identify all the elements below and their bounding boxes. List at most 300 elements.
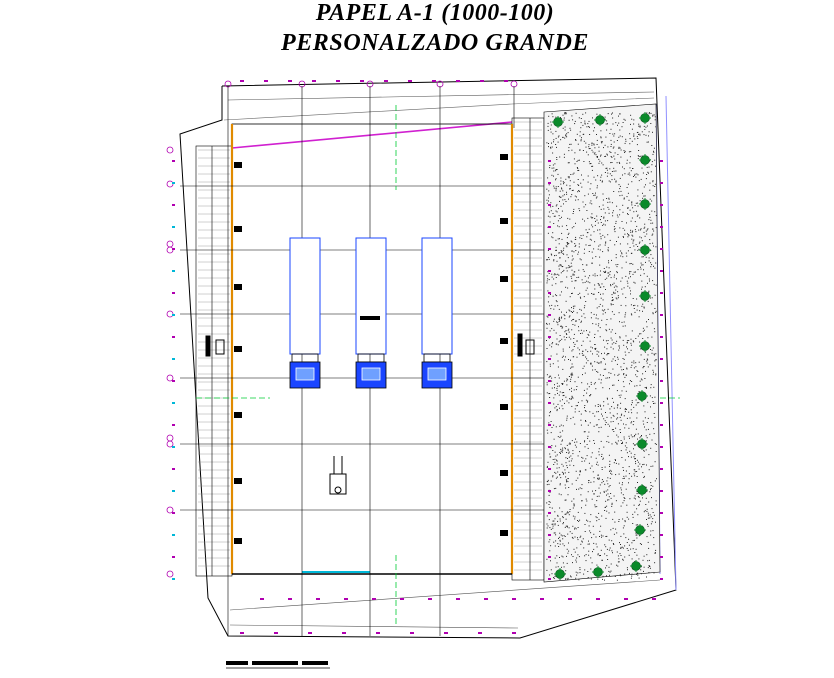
gravel-dot [608, 404, 609, 405]
gravel-dot [577, 520, 578, 521]
gravel-dot [629, 436, 630, 437]
gravel-dot [595, 273, 596, 274]
gravel-dot [633, 124, 634, 125]
gravel-dot [643, 328, 644, 329]
gravel-dot [552, 237, 553, 238]
gravel-dot [614, 226, 615, 227]
gravel-dot [566, 481, 567, 482]
gravel-dot [553, 524, 554, 525]
gravel-dot [556, 300, 557, 301]
gravel-dot [605, 364, 606, 365]
gravel-dot [612, 118, 613, 119]
gravel-dot [568, 265, 569, 266]
gravel-dot [605, 546, 606, 547]
gravel-dot [568, 359, 569, 360]
gravel-dot [642, 193, 643, 194]
gravel-dot [619, 227, 620, 228]
gravel-dot [566, 480, 567, 481]
gravel-dot [621, 457, 622, 458]
gravel-dot [581, 238, 582, 239]
gravel-dot [634, 456, 635, 457]
gravel-dot [549, 279, 550, 280]
gravel-dot [601, 382, 602, 383]
gravel-dot [580, 333, 581, 334]
gravel-dot [637, 203, 638, 204]
gravel-dot [592, 252, 593, 253]
gravel-dot [606, 324, 607, 325]
gravel-dot [616, 419, 617, 420]
gravel-dot [553, 459, 554, 460]
gravel-dot [653, 372, 654, 373]
gravel-dot [588, 360, 589, 361]
gravel-dot [624, 386, 625, 387]
gravel-dot [587, 123, 588, 124]
gravel-dot [555, 216, 556, 217]
gravel-dot [601, 137, 602, 138]
gravel-dot [556, 205, 557, 206]
gravel-dot [609, 461, 610, 462]
gravel-dot [587, 383, 588, 384]
gravel-dot [616, 341, 617, 342]
gravel-dot [638, 206, 639, 207]
gravel-dot [550, 456, 551, 457]
gravel-dot [649, 566, 650, 567]
gravel-dot [625, 409, 626, 410]
gravel-dot [586, 210, 587, 211]
gravel-dot [611, 156, 612, 157]
gravel-dot [608, 442, 609, 443]
gravel-dot [605, 329, 606, 330]
gravel-dot [608, 262, 609, 263]
gravel-dot [610, 373, 611, 374]
gravel-dot [578, 326, 579, 327]
gravel-dot [548, 301, 549, 302]
gravel-dot [591, 382, 592, 383]
gravel-dot [640, 156, 641, 157]
gravel-dot [553, 521, 554, 522]
gravel-dot [566, 136, 567, 137]
gravel-dot [648, 135, 649, 136]
gravel-dot [644, 308, 645, 309]
gravel-dot [577, 478, 578, 479]
gravel-dot [632, 523, 633, 524]
gravel-dot [565, 448, 566, 449]
gravel-dot [546, 502, 547, 503]
gravel-dot [549, 504, 550, 505]
gravel-dot [636, 173, 637, 174]
gravel-dot [589, 282, 590, 283]
gravel-dot [573, 274, 574, 275]
gravel-dot [635, 471, 636, 472]
gravel-dot [612, 212, 613, 213]
gravel-dot [639, 497, 640, 498]
gravel-dot [598, 318, 599, 319]
gravel-dot [607, 377, 608, 378]
gravel-dot [569, 337, 570, 338]
gravel-dot [606, 267, 607, 268]
gravel-dot [654, 397, 655, 398]
gravel-dot [642, 240, 643, 241]
gravel-dot [557, 305, 558, 306]
gravel-dot [645, 371, 646, 372]
gravel-dot [609, 496, 610, 497]
gravel-dot [559, 395, 560, 396]
gravel-dot [638, 150, 639, 151]
gravel-dot [636, 400, 637, 401]
dim-tick [548, 182, 551, 184]
gravel-dot [619, 519, 620, 520]
gravel-dot [619, 195, 620, 196]
gravel-dot [650, 535, 651, 536]
gravel-dot [592, 466, 593, 467]
gravel-dot [571, 276, 572, 277]
gravel-dot [611, 571, 612, 572]
gravel-dot [560, 401, 561, 402]
gravel-dot [602, 251, 603, 252]
gravel-dot [559, 238, 560, 239]
gravel-dot [553, 223, 554, 224]
gravel-dot [562, 271, 563, 272]
gravel-dot [572, 526, 573, 527]
gravel-dot [628, 412, 629, 413]
gravel-dot [645, 417, 646, 418]
gravel-dot [548, 525, 549, 526]
center-label [360, 316, 380, 320]
gravel-dot [596, 458, 597, 459]
gravel-dot [553, 168, 554, 169]
gravel-dot [651, 303, 652, 304]
gravel-dot [574, 271, 575, 272]
gravel-dot [610, 152, 611, 153]
gravel-dot [564, 138, 565, 139]
gravel-dot [567, 445, 568, 446]
gravel-dot [641, 228, 642, 229]
gravel-dot [620, 397, 621, 398]
gravel-dot [556, 478, 557, 479]
gravel-dot [616, 298, 617, 299]
gravel-dot [558, 208, 559, 209]
gravel-dot [581, 140, 582, 141]
gravel-dot [637, 524, 638, 525]
gravel-dot [648, 513, 649, 514]
gravel-dot [614, 159, 615, 160]
gravel-dot [625, 314, 626, 315]
gravel-dot [627, 418, 628, 419]
gravel-dot [649, 260, 650, 261]
gravel-dot [553, 309, 554, 310]
gravel-dot [576, 113, 577, 114]
gravel-dot [579, 520, 580, 521]
gravel-dot [656, 311, 657, 312]
gravel-dot [598, 475, 599, 476]
gravel-dot [632, 574, 633, 575]
gravel-dot [587, 351, 588, 352]
gravel-dot [626, 222, 627, 223]
gravel-dot [618, 521, 619, 522]
gravel-dot [584, 121, 585, 122]
gravel-dot [555, 558, 556, 559]
gravel-dot [589, 463, 590, 464]
gravel-dot [651, 337, 652, 338]
gravel-dot [607, 399, 608, 400]
gravel-dot [580, 536, 581, 537]
gravel-dot [625, 411, 626, 412]
gravel-dot [608, 198, 609, 199]
gravel-dot [631, 435, 632, 436]
gravel-dot [564, 331, 565, 332]
dim-tick [660, 468, 663, 470]
gravel-dot [621, 555, 622, 556]
gravel-dot [586, 499, 587, 500]
gravel-dot [582, 355, 583, 356]
gravel-dot [608, 340, 609, 341]
gravel-dot [595, 152, 596, 153]
gravel-dot [612, 113, 613, 114]
gravel-dot [568, 329, 569, 330]
gravel-dot [626, 346, 627, 347]
gravel-dot [597, 144, 598, 145]
gravel-dot [574, 288, 575, 289]
gravel-dot [594, 416, 595, 417]
gravel-dot [549, 194, 550, 195]
gravel-dot [627, 187, 628, 188]
gravel-dot [623, 122, 624, 123]
gravel-dot [554, 511, 555, 512]
gravel-dot [582, 542, 583, 543]
gravel-dot [647, 276, 648, 277]
gravel-dot [651, 113, 652, 114]
gravel-dot [566, 330, 567, 331]
gravel-dot [561, 441, 562, 442]
gravel-dot [638, 336, 639, 337]
gravel-dot [584, 221, 585, 222]
gravel-dot [570, 381, 571, 382]
gravel-dot [553, 186, 554, 187]
gravel-dot [574, 442, 575, 443]
gravel-dot [644, 359, 645, 360]
gravel-dot [655, 353, 656, 354]
gravel-dot [613, 147, 614, 148]
gravel-dot [647, 524, 648, 525]
gravel-dot [578, 144, 579, 145]
gravel-dot [577, 184, 578, 185]
gravel-dot [641, 435, 642, 436]
gravel-dot [584, 206, 585, 207]
gravel-dot [561, 189, 562, 190]
gravel-dot [552, 285, 553, 286]
gravel-dot [655, 480, 656, 481]
axis-bubble [167, 147, 173, 153]
gravel-dot [577, 254, 578, 255]
gravel-dot [633, 548, 634, 549]
gravel-dot [589, 544, 590, 545]
gravel-dot [596, 425, 597, 426]
gravel-dot [579, 117, 580, 118]
gravel-dot [623, 326, 624, 327]
gravel-dot [652, 323, 653, 324]
gravel-dot [589, 525, 590, 526]
gravel-dot [588, 335, 589, 336]
gravel-dot [600, 275, 601, 276]
gravel-dot [569, 267, 570, 268]
gravel-dot [619, 113, 620, 114]
gravel-dot [588, 245, 589, 246]
gravel-dot [586, 400, 587, 401]
gravel-dot [635, 174, 636, 175]
gravel-dot [579, 210, 580, 211]
gravel-dot [551, 132, 552, 133]
gravel-dot [616, 221, 617, 222]
gravel-dot [630, 276, 631, 277]
gravel-dot [576, 321, 577, 322]
gravel-dot [555, 524, 556, 525]
gravel-dot [603, 286, 604, 287]
gravel-dot [606, 130, 607, 131]
dim-tick [660, 358, 663, 360]
gravel-dot [627, 569, 628, 570]
gravel-dot [594, 337, 595, 338]
gravel-dot [580, 487, 581, 488]
gravel-dot [547, 259, 548, 260]
gravel-dot [578, 294, 579, 295]
gravel-dot [556, 555, 557, 556]
gravel-dot [586, 126, 587, 127]
gravel-dot [634, 505, 635, 506]
gravel-dot [549, 212, 550, 213]
gravel-dot [575, 321, 576, 322]
gravel-dot [547, 278, 548, 279]
gravel-dot [615, 182, 616, 183]
gravel-dot [605, 536, 606, 537]
gravel-dot [607, 398, 608, 399]
gravel-dot [638, 505, 639, 506]
gravel-dot [584, 123, 585, 124]
gravel-dot [597, 275, 598, 276]
gravel-dot [653, 374, 654, 375]
gravel-dot [560, 178, 561, 179]
gravel-dot [613, 359, 614, 360]
gravel-dot [567, 244, 568, 245]
gravel-dot [624, 234, 625, 235]
gravel-dot [557, 169, 558, 170]
gravel-dot [590, 351, 591, 352]
gravel-dot [638, 158, 639, 159]
gravel-dot [598, 411, 599, 412]
gravel-dot [593, 248, 594, 249]
gravel-dot [591, 217, 592, 218]
gravel-dot [566, 113, 567, 114]
gravel-dot [637, 132, 638, 133]
gravel-dot [653, 152, 654, 153]
dim-tick [548, 248, 551, 250]
gravel-dot [594, 241, 595, 242]
gravel-dot [597, 187, 598, 188]
gravel-dot [625, 312, 626, 313]
gravel-dot [651, 145, 652, 146]
gravel-dot [647, 228, 648, 229]
gravel-dot [618, 464, 619, 465]
gravel-dot [631, 576, 632, 577]
gravel-dot [622, 484, 623, 485]
gravel-dot [600, 156, 601, 157]
gravel-dot [637, 476, 638, 477]
gravel-dot [655, 166, 656, 167]
gravel-dot [616, 278, 617, 279]
gravel-dot [549, 415, 550, 416]
gravel-dot [571, 150, 572, 151]
dim-tick [548, 292, 551, 294]
gravel-dot [596, 318, 597, 319]
dim-tick [264, 80, 268, 82]
gravel-dot [554, 330, 555, 331]
gravel-dot [650, 349, 651, 350]
gravel-dot [586, 330, 587, 331]
gravel-dot [578, 489, 579, 490]
gravel-dot [557, 515, 558, 516]
gravel-dot [580, 127, 581, 128]
gravel-dot [554, 533, 555, 534]
gravel-dot [559, 243, 560, 244]
gravel-dot [584, 569, 585, 570]
gravel-dot [555, 394, 556, 395]
gravel-dot [555, 546, 556, 547]
gravel-dot [558, 566, 559, 567]
gravel-dot [609, 408, 610, 409]
gravel-dot [653, 348, 654, 349]
gravel-dot [607, 489, 608, 490]
gravel-dot [548, 422, 549, 423]
gravel-dot [569, 176, 570, 177]
gravel-dot [577, 191, 578, 192]
gravel-dot [593, 543, 594, 544]
gravel-dot [631, 181, 632, 182]
gravel-dot [562, 538, 563, 539]
gravel-dot [557, 386, 558, 387]
gravel-dot [557, 454, 558, 455]
gravel-dot [625, 460, 626, 461]
gravel-dot [566, 277, 567, 278]
gravel-dot [624, 498, 625, 499]
gravel-dot [565, 130, 566, 131]
gravel-dot [602, 479, 603, 480]
gravel-dot [573, 306, 574, 307]
gravel-dot [587, 436, 588, 437]
gravel-dot [553, 397, 554, 398]
gravel-dot [550, 206, 551, 207]
gravel-dot [631, 201, 632, 202]
gravel-dot [596, 371, 597, 372]
gravel-dot [629, 573, 630, 574]
gravel-dot [627, 548, 628, 549]
gravel-dot [649, 560, 650, 561]
gravel-dot [644, 126, 645, 127]
gravel-dot [557, 322, 558, 323]
gravel-dot [549, 377, 550, 378]
gravel-dot [551, 274, 552, 275]
dim-tick [512, 632, 516, 634]
gravel-dot [613, 415, 614, 416]
gravel-dot [642, 373, 643, 374]
gravel-dot [652, 234, 653, 235]
gravel-dot [639, 217, 640, 218]
gravel-dot [609, 267, 610, 268]
gravel-dot [578, 512, 579, 513]
gravel-dot [611, 498, 612, 499]
gravel-dot [627, 512, 628, 513]
gravel-dot [553, 577, 554, 578]
gravel-dot [601, 516, 602, 517]
gravel-dot [652, 116, 653, 117]
